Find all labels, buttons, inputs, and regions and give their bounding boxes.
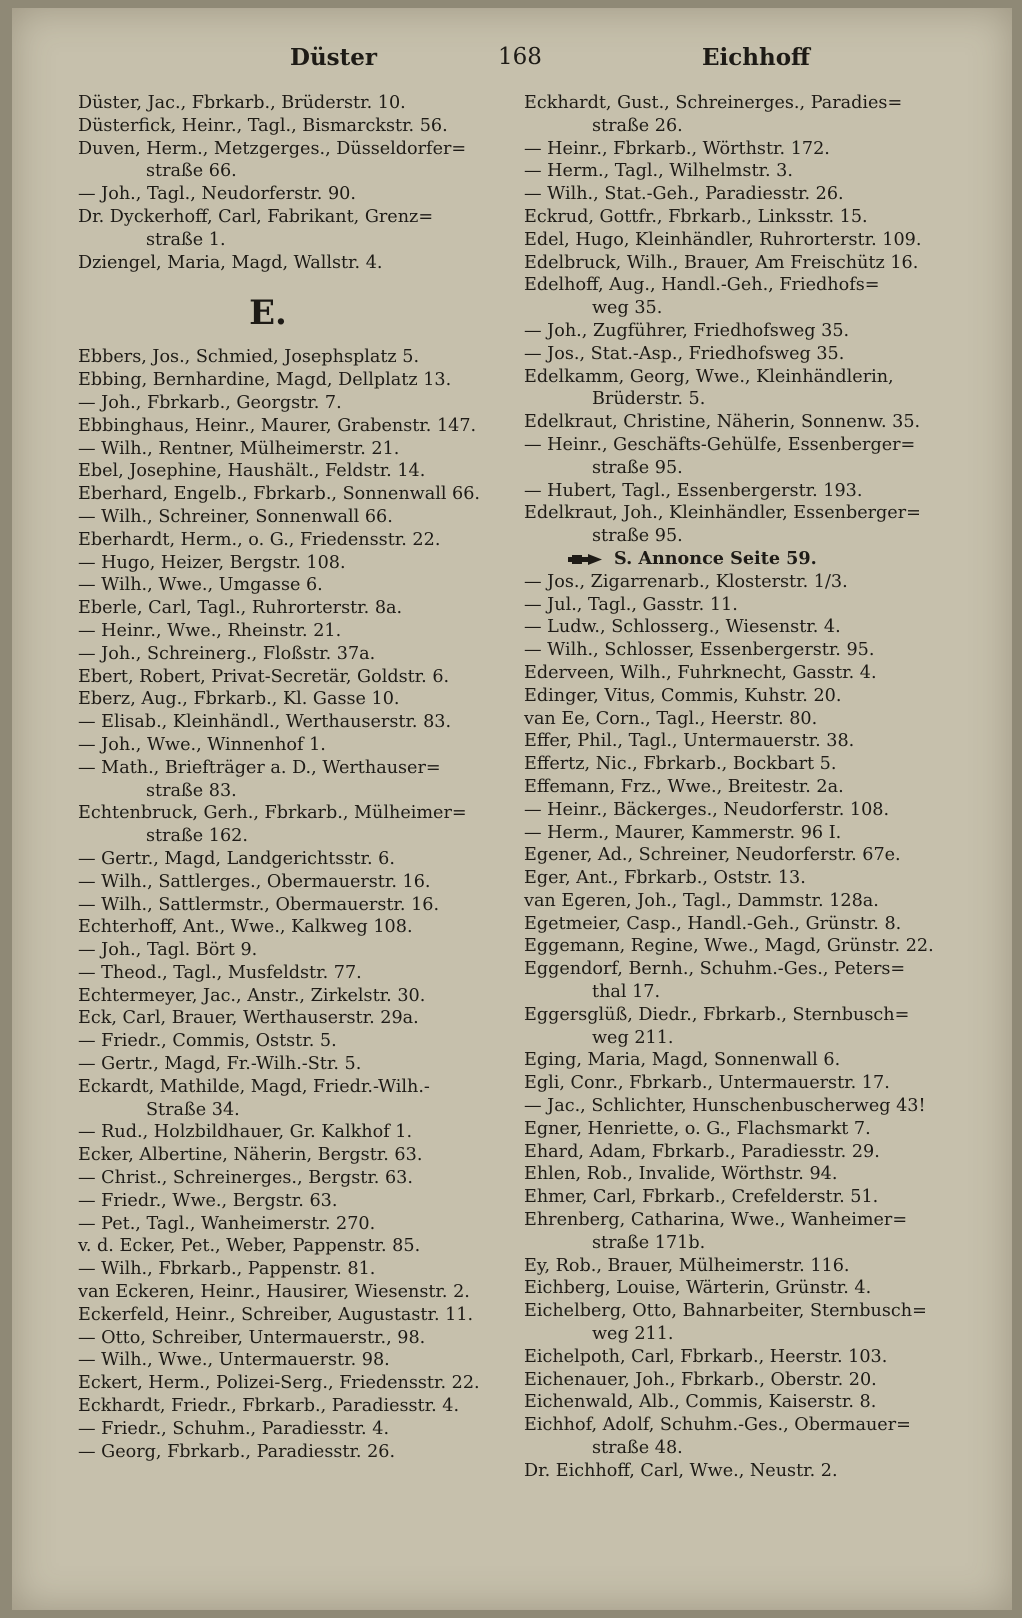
directory-entry [78, 962, 498, 985]
entry-text: — Hubert, Tagl., Essenbergerstr. 193. [524, 480, 863, 501]
section-letter-heading: E. [249, 293, 287, 334]
entry-text: van Ee, Corn., Tagl., Heerstr. 80. [524, 708, 818, 729]
entry-text: — Friedr., Schuhm., Paradiesstr. 4. [78, 1418, 390, 1439]
entry-continuation: straße 95. [592, 457, 683, 478]
directory-entry [78, 939, 498, 962]
directory-entry [78, 392, 498, 415]
entry-text: — Joh., Tagl. Bört 9. [78, 940, 258, 961]
entry-text: Egener, Ad., Schreiner, Neudorferstr. 67e. [524, 845, 901, 866]
entry-text: Eichenauer, Joh., Fbrkarb., Oberstr. 20. [524, 1369, 877, 1390]
directory-entry [524, 594, 964, 617]
directory-entry [78, 597, 498, 620]
entry-text: Eberhard, Engelb., Fbrkarb., Sonnenwall 66. [78, 484, 481, 505]
entry-text: Effertz, Nic., Fbrkarb., Bockbart 5. [524, 754, 837, 775]
entry-text: Düster, Jac., Fbrkarb., Brüderstr. 10. [78, 93, 406, 113]
directory-entry [524, 1004, 964, 1050]
entry-text: — Christ., Schreinerges., Bergstr. 63. [78, 1168, 413, 1189]
directory-entry [78, 1121, 498, 1144]
entry-text: Ebbing, Bernhardine, Magd, Dellplatz 13. [78, 370, 452, 391]
directory-entry [78, 438, 498, 461]
entry-text: Edelkamm, Georg, Wwe., Kleinhändlerin, [524, 366, 894, 387]
entry-text: Ederveen, Wilh., Fuhrknecht, Gasstr. 4. [524, 662, 877, 683]
entry-text: — Friedr., Commis, Oststr. 5. [78, 1031, 337, 1052]
directory-entry [524, 252, 964, 275]
directory-entry [524, 206, 964, 229]
directory-entry [524, 1391, 964, 1414]
entry-text: Effer, Phil., Tagl., Untermauerstr. 38. [524, 731, 855, 752]
entry-text: — Wilh., Sattlerges., Obermauerstr. 16. [78, 871, 431, 892]
directory-entry [78, 916, 498, 939]
directory-entry [78, 757, 498, 803]
directory-entry [78, 460, 498, 483]
entry-text: — Jac., Schlichter, Hunschenbuscherweg 43! [524, 1096, 926, 1117]
directory-entry [524, 1072, 964, 1095]
header-left-keyword: Düster [290, 44, 377, 71]
entry-continuation: straße 95. [592, 526, 683, 547]
entry-text: — Math., Briefträger a. D., Werthauser= [78, 757, 441, 778]
entry-text: Eggendorf, Bernh., Schuhm.-Ges., Peters= [524, 959, 906, 980]
directory-entry [78, 848, 498, 871]
entry-text: Ehrenberg, Catharina, Wwe., Wanheimer= [524, 1210, 908, 1231]
directory-entry [78, 1007, 498, 1030]
entry-text: — Herm., Tagl., Wilhelmstr. 3. [524, 161, 793, 182]
right-column-entries-top [524, 92, 964, 548]
directory-entry [78, 1076, 498, 1122]
directory-entry [524, 867, 964, 890]
left-column [78, 92, 498, 1463]
directory-entry [524, 274, 964, 320]
entry-continuation: straße 171b. [592, 1232, 706, 1253]
directory-entry [78, 115, 498, 138]
directory-entry [78, 415, 498, 438]
entry-text: Eberhardt, Herm., o. G., Friedensstr. 22. [78, 529, 441, 550]
entry-text: Eichelberg, Otto, Bahnarbeiter, Sternbusch= [524, 1301, 927, 1322]
entry-text: — Heinr., Geschäfts-Gehülfe, Essenberger= [524, 434, 916, 455]
entry-text: Egetmeier, Casp., Handl.-Geh., Grünstr. 8. [524, 913, 902, 934]
entry-text: — Rud., Holzbildhauer, Gr. Kalkhof 1. [78, 1122, 413, 1143]
entry-text: Ehard, Adam, Fbrkarb., Paradiesstr. 29. [524, 1141, 880, 1162]
directory-entry [78, 369, 498, 392]
entry-text: Eckerfeld, Heinr., Schreiber, Augustastr. 11. [78, 1304, 474, 1325]
directory-entry [78, 574, 498, 597]
directory-entry [78, 92, 498, 115]
directory-entry [78, 1349, 498, 1372]
entry-text: Eging, Maria, Magd, Sonnenwall 6. [524, 1050, 841, 1071]
entry-text: Edinger, Vitus, Commis, Kuhstr. 20. [524, 685, 842, 706]
entry-text: — Ludw., Schlosserg., Wiesenstr. 4. [524, 617, 841, 638]
entry-text: Eckhardt, Gust., Schreinerges., Paradies= [524, 93, 903, 113]
directory-entry [524, 1369, 964, 1392]
entry-text: — Pet., Tagl., Wanheimerstr. 270. [78, 1213, 376, 1234]
entry-continuation: straße 83. [146, 780, 237, 801]
annonce-reference [524, 548, 964, 571]
directory-entry [524, 411, 964, 434]
entry-text: — Wilh., Stat.-Geh., Paradiesstr. 26. [524, 184, 844, 205]
entry-text: — Elisab., Kleinhändl., Werthauserstr. 83. [78, 712, 452, 733]
directory-entry [524, 708, 964, 731]
entry-text: — Heinr., Fbrkarb., Wörthstr. 172. [524, 138, 830, 159]
entry-continuation: straße 66. [146, 161, 237, 182]
directory-entry [524, 822, 964, 845]
header-right-keyword: Eichhoff [702, 44, 810, 71]
entry-continuation: thal 17. [592, 982, 661, 1003]
directory-entry [524, 160, 964, 183]
directory-page [12, 8, 1012, 1610]
entry-text: Effemann, Frz., Wwe., Breitestr. 2a. [524, 776, 844, 797]
entry-text: Dziengel, Maria, Magd, Wallstr. 4. [78, 252, 383, 273]
directory-entry [78, 183, 498, 206]
directory-entry [524, 1300, 964, 1346]
entry-text: — Jul., Tagl., Gasstr. 11. [524, 594, 738, 615]
directory-entry [78, 1190, 498, 1213]
directory-entry [524, 320, 964, 343]
directory-entry [78, 666, 498, 689]
entry-text: Edelbruck, Wilh., Brauer, Am Freischütz 16. [524, 252, 919, 273]
directory-entry [524, 1049, 964, 1072]
entry-text: — Wilh., Schlosser, Essenbergerstr. 95. [524, 640, 875, 661]
entry-continuation: straße 48. [592, 1438, 683, 1459]
directory-entry [524, 662, 964, 685]
entry-text: — Wilh., Wwe., Untermauerstr. 98. [78, 1350, 390, 1371]
directory-entry [524, 138, 964, 161]
directory-entry [524, 753, 964, 776]
entry-text: — Theod., Tagl., Musfeldstr. 77. [78, 962, 362, 983]
entry-text: — Wilh., Sattlermstr., Obermauerstr. 16. [78, 894, 440, 915]
entry-text: — Joh., Schreinerg., Floßstr. 37a. [78, 643, 376, 664]
entry-text: — Joh., Zugführer, Friedhofsweg 35. [524, 320, 850, 341]
directory-entry [524, 958, 964, 1004]
directory-entry [78, 643, 498, 666]
entry-text: — Wilh., Schreiner, Sonnenwall 66. [78, 506, 393, 527]
entry-text: Eck, Carl, Brauer, Werthauserstr. 29a. [78, 1008, 419, 1029]
directory-entry [524, 616, 964, 639]
directory-entry [78, 506, 498, 529]
directory-entry [524, 890, 964, 913]
directory-entry [524, 502, 964, 548]
entry-continuation: weg 35. [592, 298, 663, 319]
entry-text: — Jos., Zigarrenarb., Klosterstr. 1/3. [524, 571, 848, 592]
entry-continuation: Brüderstr. 5. [592, 389, 706, 410]
directory-entry [78, 1167, 498, 1190]
directory-entry [524, 1163, 964, 1186]
directory-entry [78, 206, 498, 252]
directory-entry [524, 799, 964, 822]
directory-entry [524, 1209, 964, 1255]
page-number: 168 [498, 44, 542, 70]
right-column-entries-bottom [524, 571, 964, 1483]
entry-text: v. d. Ecker, Pet., Weber, Pappenstr. 85. [78, 1236, 421, 1257]
directory-entry [524, 1346, 964, 1369]
directory-entry [78, 552, 498, 575]
entry-text: van Egeren, Joh., Tagl., Dammstr. 128a. [524, 890, 879, 911]
directory-entry [78, 1030, 498, 1053]
directory-entry [78, 802, 498, 848]
entry-text: Egli, Conr., Fbrkarb., Untermauerstr. 17. [524, 1073, 890, 1094]
entry-text: Eckrud, Gottfr., Fbrkarb., Linksstr. 15. [524, 206, 868, 227]
page-header [12, 44, 1012, 84]
directory-entry [78, 1441, 498, 1464]
entry-text: Echtenbruck, Gerh., Fbrkarb., Mülheimer= [78, 803, 467, 824]
entry-text: — Jos., Stat.-Asp., Friedhofsweg 35. [524, 343, 845, 364]
entry-continuation: weg 211. [592, 1324, 674, 1345]
directory-entry [78, 1281, 498, 1304]
entry-text: van Eckeren, Heinr., Hausirer, Wiesenstr. 2. [78, 1282, 470, 1303]
directory-entry [78, 871, 498, 894]
entry-text: Egner, Henriette, o. G., Flachsmarkt 7. [524, 1118, 871, 1139]
directory-entry [78, 734, 498, 757]
directory-entry [524, 1141, 964, 1164]
directory-entry [78, 1258, 498, 1281]
entry-text: — Joh., Fbrkarb., Georgstr. 7. [78, 392, 342, 413]
directory-entry [78, 620, 498, 643]
entry-text: — Hugo, Heizer, Bergstr. 108. [78, 552, 346, 573]
entry-text: Eger, Ant., Fbrkarb., Oststr. 13. [524, 868, 806, 889]
entry-continuation: weg 211. [592, 1027, 674, 1048]
directory-entry [78, 138, 498, 184]
entry-text: Ebel, Josephine, Haushält., Feldstr. 14. [78, 461, 426, 482]
directory-entry [78, 252, 498, 275]
entry-text: Ebbinghaus, Heinr., Maurer, Grabenstr. 147. [78, 415, 477, 436]
directory-entry [78, 894, 498, 917]
directory-entry [524, 92, 964, 138]
directory-entry [524, 1255, 964, 1278]
directory-entry [524, 1414, 964, 1460]
entry-text: Ehmer, Carl, Fbrkarb., Crefelderstr. 51. [524, 1187, 879, 1208]
directory-entry [78, 483, 498, 506]
annonce-text: S. Annonce Seite 59. [614, 547, 817, 569]
directory-entry [524, 480, 964, 503]
entry-text: — Wilh., Wwe., Umgasse 6. [78, 575, 323, 596]
directory-entry [524, 571, 964, 594]
entry-continuation: Straße 34. [146, 1099, 240, 1120]
entry-text: Edelhoff, Aug., Handl.-Geh., Friedhofs= [524, 275, 880, 296]
directory-entry [524, 935, 964, 958]
directory-entry [78, 346, 498, 369]
entry-text: Echterhoff, Ant., Wwe., Kalkweg 108. [78, 917, 413, 938]
directory-entry [524, 913, 964, 936]
entry-text: Eberz, Aug., Fbrkarb., Kl. Gasse 10. [78, 689, 400, 710]
entry-text: — Joh., Wwe., Winnenhof 1. [78, 734, 326, 755]
directory-entry [78, 1304, 498, 1327]
entry-text: Eggersglüß, Diedr., Fbrkarb., Sternbusch= [524, 1004, 910, 1025]
directory-entry [524, 1186, 964, 1209]
entry-text: — Herm., Maurer, Kammerstr. 96 I. [524, 822, 842, 843]
entry-text: Echtermeyer, Jac., Anstr., Zirkelstr. 30. [78, 985, 426, 1006]
directory-entry [524, 1118, 964, 1141]
directory-entry [524, 366, 964, 412]
entry-text: — Heinr., Wwe., Rheinstr. 21. [78, 620, 342, 641]
entry-text: — Gertr., Magd, Landgerichtsstr. 6. [78, 848, 395, 869]
entry-text: Eichhof, Adolf, Schuhm.-Ges., Obermauer= [524, 1415, 911, 1436]
entry-text: Eichenwald, Alb., Commis, Kaiserstr. 8. [524, 1392, 877, 1413]
entry-continuation: straße 26. [592, 115, 683, 136]
entry-text: — Georg, Fbrkarb., Paradiesstr. 26. [78, 1441, 396, 1462]
directory-entry [524, 776, 964, 799]
entry-text: Eckhardt, Friedr., Fbrkarb., Paradiesstr. 4. [78, 1396, 460, 1417]
entry-text: Eichelpoth, Carl, Fbrkarb., Heerstr. 103. [524, 1346, 888, 1367]
directory-entry [524, 1095, 964, 1118]
entry-text: Eckardt, Mathilde, Magd, Friedr.-Wilh.- [78, 1076, 430, 1097]
entry-continuation: straße 1. [146, 229, 226, 250]
entry-text: Eberle, Carl, Tagl., Ruhrorterstr. 8a. [78, 598, 403, 619]
entry-text: Edel, Hugo, Kleinhändler, Ruhrorterstr. 109. [524, 229, 922, 250]
directory-entry [524, 844, 964, 867]
entry-text: Ey, Rob., Brauer, Mülheimerstr. 116. [524, 1255, 850, 1276]
directory-entry [524, 685, 964, 708]
entry-text: — Friedr., Wwe., Bergstr. 63. [78, 1190, 338, 1211]
entry-text: Ebert, Robert, Privat-Secretär, Goldstr. 6. [78, 666, 450, 687]
directory-entry [78, 1372, 498, 1395]
directory-entry [78, 1213, 498, 1236]
directory-entry [524, 229, 964, 252]
directory-entry [524, 434, 964, 480]
directory-entry [78, 1395, 498, 1418]
right-column [524, 92, 964, 1483]
directory-entry [78, 688, 498, 711]
pointing-hand-icon [568, 554, 602, 565]
entry-text: Düsterfick, Heinr., Tagl., Bismarckstr. 56. [78, 115, 448, 136]
directory-entry [78, 711, 498, 734]
directory-entry [78, 1144, 498, 1167]
entry-text: — Gertr., Magd, Fr.-Wilh.-Str. 5. [78, 1054, 362, 1075]
directory-entry [524, 639, 964, 662]
directory-entry [524, 1460, 964, 1483]
directory-entry [78, 1053, 498, 1076]
directory-entry [524, 343, 964, 366]
entry-text: Ehlen, Rob., Invalide, Wörthstr. 94. [524, 1164, 838, 1185]
entry-text: Dr. Dyckerhoff, Carl, Fabrikant, Grenz= [78, 206, 434, 227]
directory-entry [524, 1277, 964, 1300]
directory-entry [78, 1235, 498, 1258]
entry-text: — Otto, Schreiber, Untermauerstr., 98. [78, 1327, 426, 1348]
entry-text: Ecker, Albertine, Näherin, Bergstr. 63. [78, 1145, 423, 1166]
directory-entry [524, 730, 964, 753]
entry-text: — Wilh., Fbrkarb., Pappenstr. 81. [78, 1259, 376, 1280]
entry-text: — Heinr., Bäckerges., Neudorferstr. 108. [524, 799, 890, 820]
left-column-entries-bottom [78, 346, 498, 1463]
entry-text: Duven, Herm., Metzgerges., Düsseldorfer= [78, 138, 467, 159]
directory-entry [524, 183, 964, 206]
entry-text: — Wilh., Rentner, Mülheimerstr. 21. [78, 438, 400, 459]
entry-text: Ebbers, Jos., Schmied, Josephsplatz 5. [78, 347, 420, 368]
entry-continuation: straße 162. [146, 826, 248, 847]
entry-text: Edelkraut, Joh., Kleinhändler, Essenberger= [524, 503, 921, 524]
directory-entry [78, 985, 498, 1008]
entry-text: — Joh., Tagl., Neudorferstr. 90. [78, 184, 356, 205]
directory-entry [78, 1327, 498, 1350]
entry-text: Eggemann, Regine, Wwe., Magd, Grünstr. 22. [524, 936, 934, 957]
left-column-entries-top [78, 92, 498, 274]
entry-text: Eckert, Herm., Polizei-Serg., Friedensstr. 22. [78, 1373, 480, 1394]
entry-text: Eichberg, Louise, Wärterin, Grünstr. 4. [524, 1278, 872, 1299]
directory-entry [78, 529, 498, 552]
entry-text: Dr. Eichhoff, Carl, Wwe., Neustr. 2. [524, 1460, 838, 1481]
directory-entry [78, 1418, 498, 1441]
entry-text: Edelkraut, Christine, Näherin, Sonnenw. 35. [524, 412, 921, 433]
